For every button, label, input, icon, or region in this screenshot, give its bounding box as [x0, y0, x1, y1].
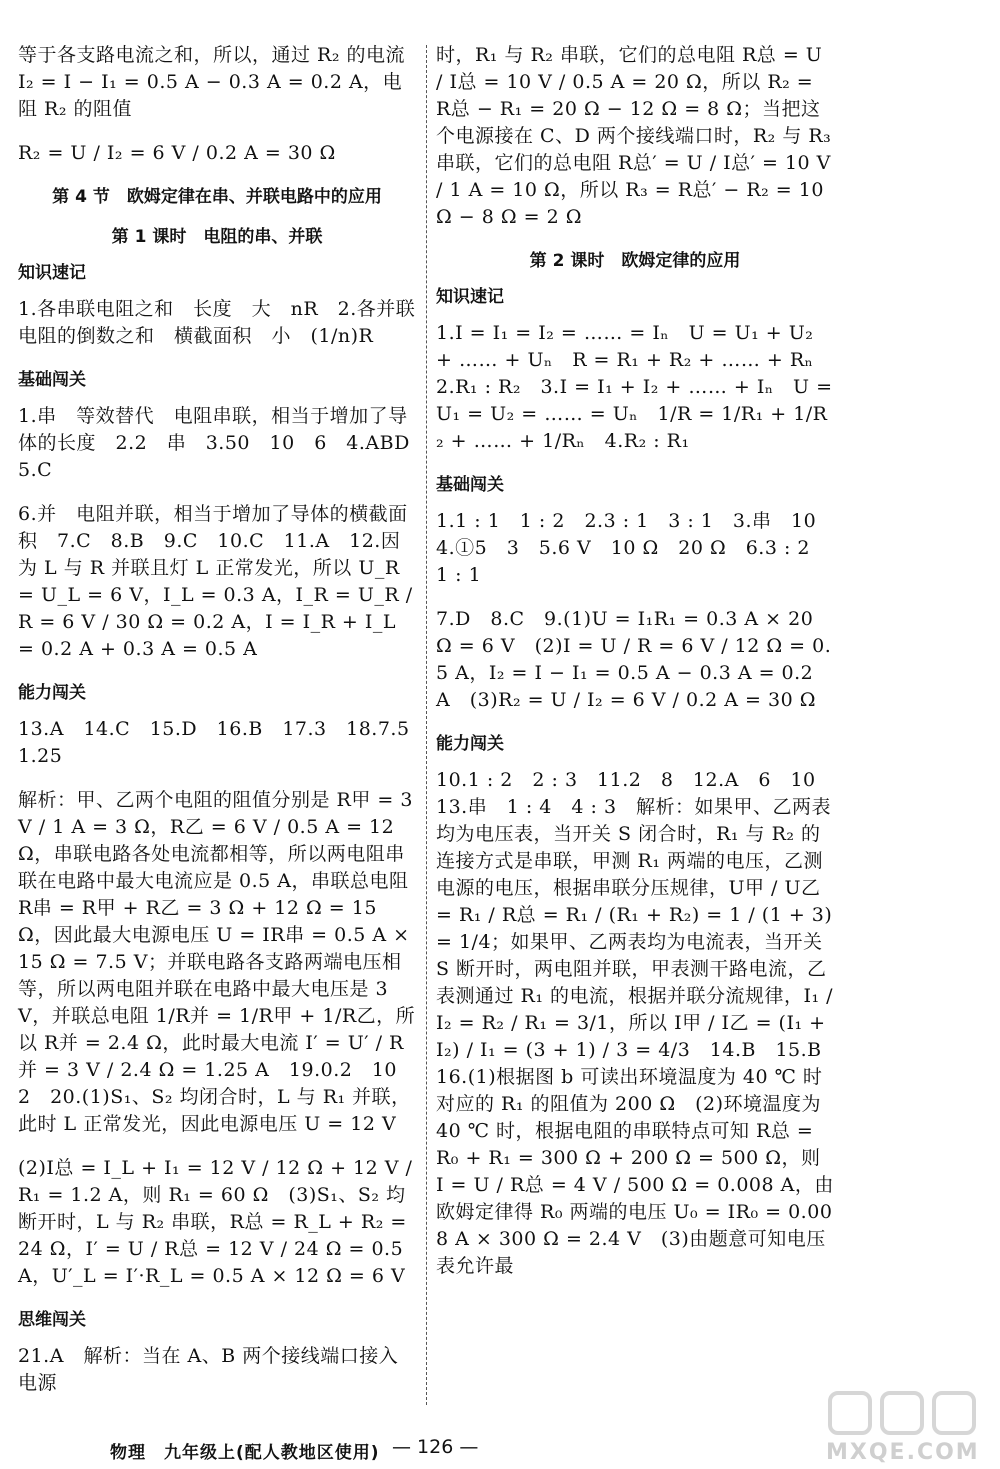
footer-subject: 物理 九年级上(配人教地区使用) — [110, 1443, 380, 1463]
text-line: 等于各支路电流之和，所以，通过 R₂ 的电流 I₂ = I − I₁ = 0.5 A − 0.3 A = 0.2 A，电阻 R₂ 的阻值 — [18, 44, 406, 120]
basic-line: 7.D 8.C 9.(1)U = I₁R₁ = 0.3 A × 20 Ω = 6 V (2)I = U / R = 6 V / 12 Ω = 0.5 A，I₂ = I − I₁ = 0.5 A − 0.3 A = 0.2 A (3)R₂ = U / I₂ = 6 V / 0.2 A = 30 Ω — [436, 608, 832, 711]
ability-line: 13.A 14.C 15.D 16.B 17.3 18.7.5 1.25 — [18, 718, 430, 767]
heading-thinking: 思维闯关 — [18, 1310, 86, 1330]
formula-line: R₂ = U / I₂ = 6 V / 0.2 A = 30 Ω — [18, 142, 336, 164]
lesson-title: 第 2 课时 欧姆定律的应用 — [529, 251, 741, 271]
knowledge-line: 1.各串联电阻之和 长度 大 nR 2.各并联电阻的倒数之和 横截面积 小 (1/n)R — [18, 298, 416, 347]
page-number: — 126 — — [392, 1436, 479, 1458]
ability-line: 10.1 : 2 2 : 3 11.2 8 12.A 6 10 13.串 1 : 4 4 : 3 解析：如果甲、乙两表均为电压表，当开关 S 闭合时，R₁ 与 R₂ 的连接方式是串联，甲测 R₁ 两端的电压，乙测电源的电压，根据串联分压规律，U甲 / U乙 = R₁ / R总 = R₁ / (R₁ + R₂) = 1 / (1 + 3) = 1/4；如果甲、乙两表均为电流表，当开关 S 断开时，两电阻并联，甲表测干路电流，乙表测通过 R₁ 的电流，根据并联分流规律，I₁ / I₂ = R₂ / R₁ = 3/1，所以 I甲 / I乙 = (I₁ + I₂) / I₁ = (3 + 1) / 3 = 4/3 14.B 15.B 16.(1)根据图 b 可读出环境温度为 40 ℃ 时对应的 R₁ 的阻值为 200 Ω (2)环境温度为 40 ℃ 时，根据电阻的串联特点可知 R总 = R₀ + R₁ = 300 Ω + 200 Ω = 500 Ω，则 I = U / R总 = 4 V / 500 Ω = 0.008 A，由欧姆定律得 R₀ 两端的电压 U₀ = IR₀ = 0.008 A × 300 Ω = 2.4 V (3)由题意可知电压表允许最 — [436, 769, 842, 1277]
basic-line: 1.1 : 1 1 : 2 2.3 : 1 3 : 1 3.串 10 4.①5 3 5.6 V 10 Ω 20 Ω 6.3 : 2 1 : 1 — [436, 510, 836, 586]
right-column — [436, 42, 842, 1297]
heading-knowledge: 知识速记 — [436, 287, 504, 307]
basic-line: 6.并 电阻并联，相当于增加了导体的横截面积 7.C 8.B 9.C 10.C 11.A 12.因为 L 与 R 并联且灯 L 正常发光，所以 U_R = U_L = 6 V，I_L = 0.3 A，I_R = U_R / R = 6 V / 30 Ω = 0.2 A，I = I_R + I_L = 0.2 A + 0.3 A = 0.5 A — [18, 503, 413, 660]
section-title: 第 4 节 欧姆定律在串、并联电路中的应用 — [52, 187, 382, 207]
ability-line: (2)I总 = I_L + I₁ = 12 V / 12 Ω + 12 V / R₁ = 1.2 A，则 R₁ = 60 Ω (3)S₁、S₂ 均断开时，L 与 R₂ 串联，R总 = R_L + R₂ = 24 Ω，I′ = U / R总 = 12 V / 24 Ω = 0.5 A，U′_L = I′·R_L = 0.5 A × 12 Ω = 6 V — [18, 1157, 413, 1287]
thinking-line: 21.A 解析：当在 A、B 两个接线端口接入电源 — [18, 1345, 399, 1394]
heading-ability: 能力闯关 — [436, 734, 504, 754]
lesson-title: 第 1 课时 电阻的串、并联 — [111, 227, 323, 247]
left-column — [18, 42, 430, 1414]
ability-line: 解析：甲、乙两个电阻的阻值分别是 R甲 = 3 V / 1 A = 3 Ω，R乙 = 6 V / 0.5 A = 12 Ω，串联电路各处电流都相等，所以两电阻串联在电路中最大电流应是 0.5 A，串联总电阻 R串 = R甲 + R乙 = 3 Ω + 12 Ω = 15 Ω，因此最大电源电压 U = IR串 = 0.5 A × 15 Ω = 7.5 V；并联电路各支路两端电压相等，所以两电阻并联在电路中最大电压是 3 V，并联总电阻 1/R并 = 1/R甲 + 1/R乙，所以 R并 = 2.4 Ω，此时最大电流 I′ = U′ / R并 = 3 V / 2.4 Ω = 1.25 A 19.0.2 10 2 20.(1)S₁、S₂ 均闭合时，L 与 R₁ 并联，此时 L 正常发光，因此电源电压 U = 12 V — [18, 789, 417, 1135]
basic-line: 1.串 等效替代 电阻串联，相当于增加了导体的长度 2.2 串 3.50 10 6 4.ABD 5.C — [18, 405, 430, 481]
watermark-text: MXQE.COM — [826, 1440, 980, 1465]
heading-basic: 基础闯关 — [436, 475, 504, 495]
heading-knowledge: 知识速记 — [18, 263, 86, 283]
text-line: 时，R₁ 与 R₂ 串联，它们的总电阻 R总 = U / I总 = 10 V / 0.5 A = 20 Ω，所以 R₂ = R总 − R₁ = 20 Ω − 12 Ω = 8 Ω；当把这个电源接在 C、D 两个接线端口时，R₂ 与 R₃ 串联，它们的总电阻 R总′ = U / I总′ = 10 V / 1 A = 10 Ω，所以 R₃ = R总′ − R₂ = 10 Ω − 8 Ω = 2 Ω — [436, 44, 832, 228]
heading-ability: 能力闯关 — [18, 683, 86, 703]
knowledge-line: 1.I = I₁ = I₂ = …… = Iₙ U = U₁ + U₂ + …… + Uₙ R = R₁ + R₂ + …… + Rₙ 2.R₁ : R₂ 3.I = I₁ + I₂ + …… + Iₙ U = U₁ = U₂ = …… = Uₙ 1/R = 1/R₁ + 1/R₂ + …… + 1/Rₙ 4.R₂ : R₁ — [436, 322, 833, 452]
heading-basic: 基础闯关 — [18, 370, 86, 390]
